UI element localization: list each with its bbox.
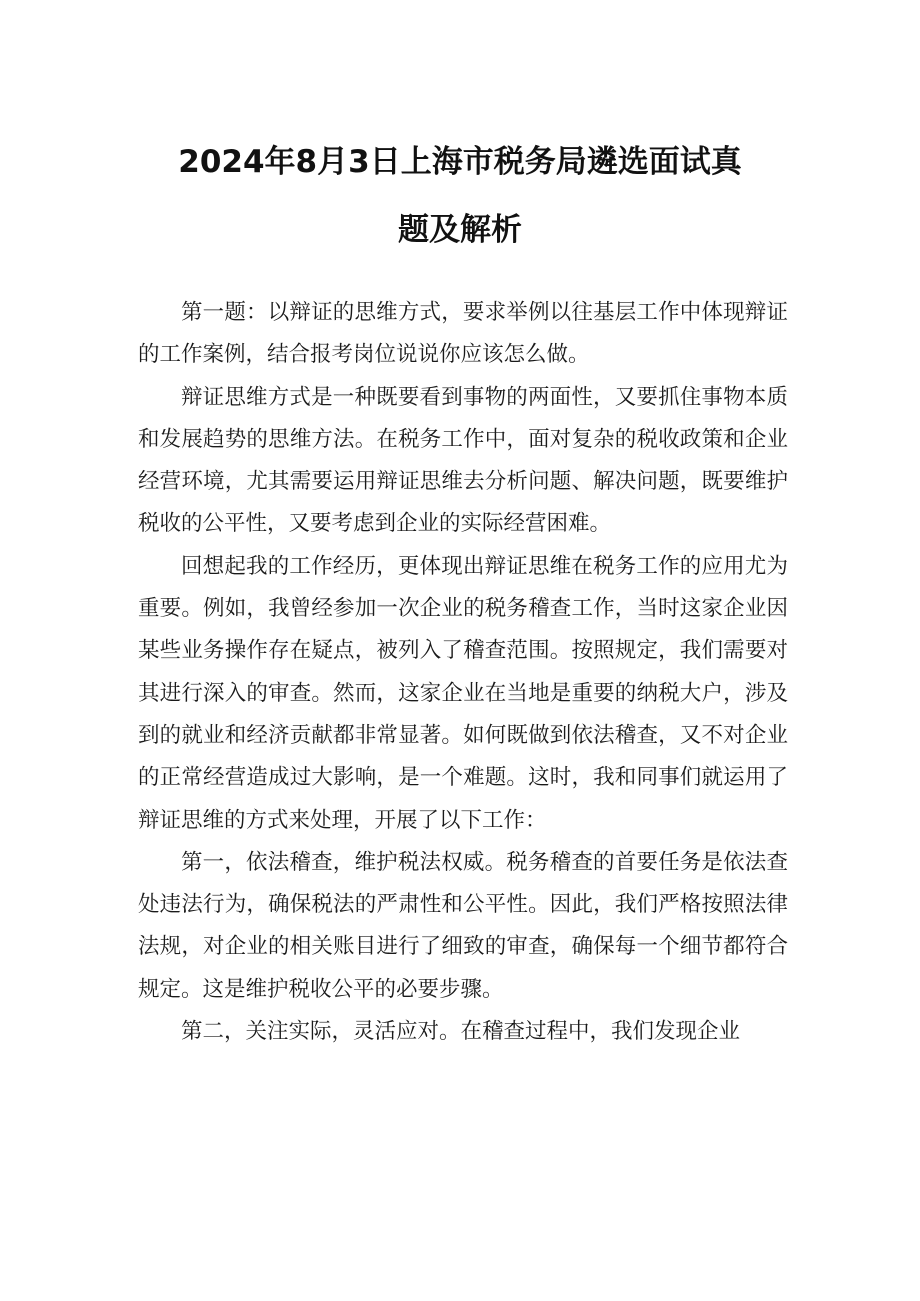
paragraph-point-1: 第一，依法稽查，维护税法权威。税务稽查的首要任务是依法查处违法行为，确保税法的严肃性和公平性。因此，我们严格按照法律法规，对企业的相关账目进行了细致的审查，确保每一个细节都符合规定。这是维护税收公平的必要步骤。 xyxy=(138,849,788,1002)
document-body xyxy=(138,292,788,1053)
paragraph-dialectical-thinking: 辩证思维方式是一种既要看到事物的两面性，又要抓住事物本质和发展趋势的思维方法。在税务工作中，面对复杂的税收政策和企业经营环境，尤其需要运用辩证思维去分析问题、解决问题，既要维护税收的公平性，又要考虑到企业的实际经营困难。 xyxy=(138,384,788,537)
document-title-line-1: 2024年8月3日上海市税务局遴选面试真 xyxy=(178,144,742,180)
document-title-line-2: 题及解析 xyxy=(398,212,522,248)
paragraph-work-experience: 回想起我的工作经历，更体现出辩证思维在税务工作的应用尤为重要。例如，我曾经参加一次企业的税务稽查工作，当时这家企业因某些业务操作存在疑点，被列入了稽查范围。按照规定，我们需要对其进行深入的审查。然而，这家企业在当地是重要的纳税大户，涉及到的就业和经济贡献都非常显著。如何既做到依法稽查，又不对企业的正常经营造成过大影响，是一个难题。这时，我和同事们就运用了辩证思维的方式来处理，开展了以下工作： xyxy=(138,553,788,833)
paragraph-question-1: 第一题：以辩证的思维方式，要求举例以往基层工作中体现辩证的工作案例，结合报考岗位说说你应该怎么做。 xyxy=(138,300,788,368)
paragraph-point-2: 第二，关注实际，灵活应对。在稽查过程中，我们发现企业 xyxy=(181,1019,741,1045)
